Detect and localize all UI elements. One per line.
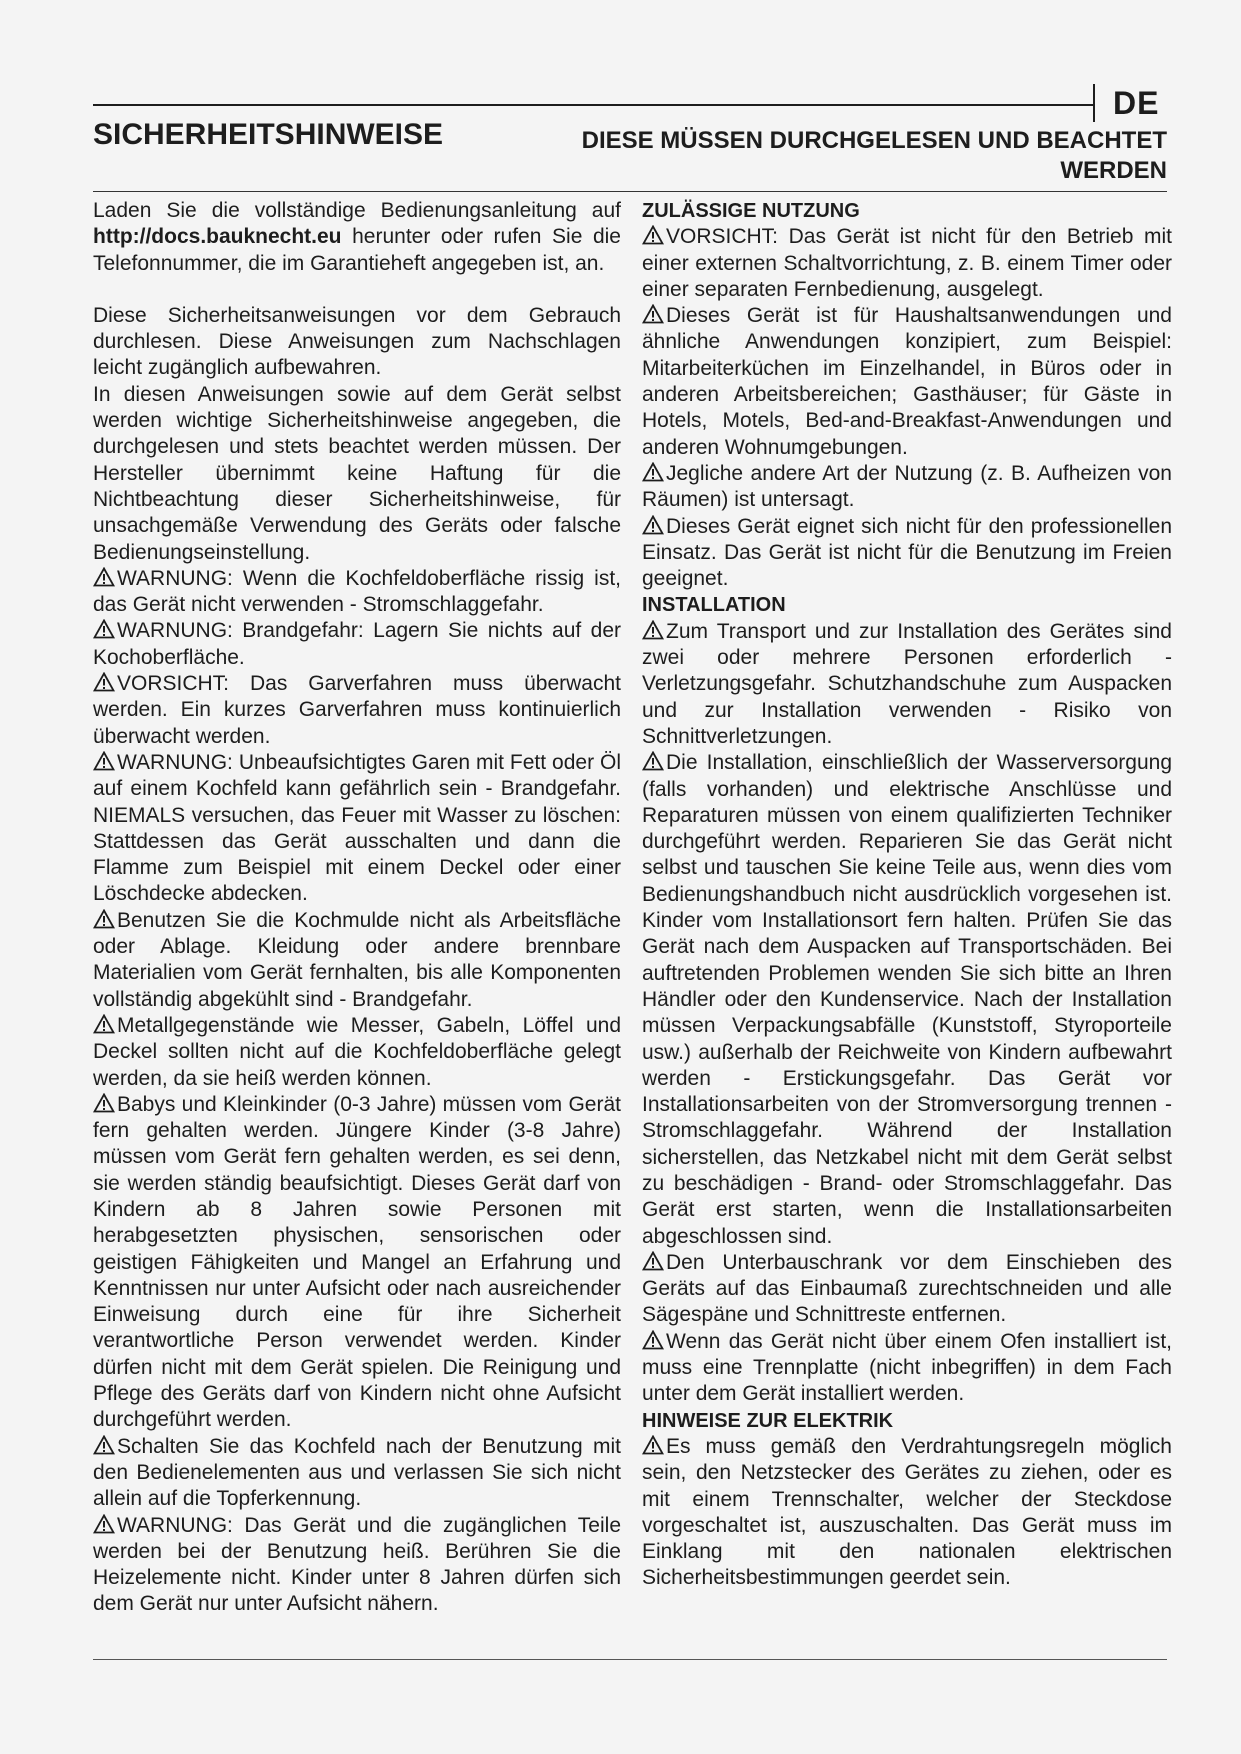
footer-rule (93, 1659, 1167, 1660)
download-paragraph (93, 198, 621, 277)
warning-triangle-icon (93, 567, 115, 587)
warning-triangle-icon (642, 1251, 664, 1271)
responsibility-paragraph: In diesen Anweisungen sowie auf dem Gerät selbst werden wichtige Sicherheitshinweise angegeben, die durchgelesen und stets beachtet werden müssen. Der Hersteller übernimmt keine Haftung für die Nichtbeachtung dieser Sicherheitshinweise, für unsachgemäße Verwendung des Geräts oder falsche Bedienungseinstellung. (93, 382, 621, 564)
warning-triangle-icon (642, 1330, 664, 1350)
warning-text: Metallgegenstände wie Messer, Gabeln, Löffel und Deckel sollten nicht auf die Kochfeldoberfläche gelegt werden, da sie heiß werden können. (93, 1013, 621, 1090)
warning-triangle-icon (93, 1093, 115, 1113)
section-heading-electrical: HINWEISE ZUR ELEKTRIK (642, 1409, 894, 1432)
language-divider (1093, 84, 1095, 122)
warning-triangle-icon (93, 751, 115, 771)
warning-item (642, 1250, 1172, 1329)
warning-item (642, 619, 1172, 750)
warning-item (93, 671, 621, 750)
warning-item (93, 618, 621, 671)
warning-item (642, 750, 1172, 1250)
warning-text: Zum Transport und zur Installation des Gerätes sind zwei oder mehrere Personen erforderlich - Verletzungsgefahr. Schutzhandschuhe zum Auspacken und zur Installation verwenden - Risiko von Schnittverletzungen. (642, 619, 1172, 748)
warning-item (93, 1434, 621, 1513)
section-heading-permitted-use: ZULÄSSIGE NUTZUNG (642, 200, 860, 222)
warning-triangle-icon (93, 1014, 115, 1034)
warning-item (93, 1013, 621, 1092)
warning-item (642, 1434, 1172, 1592)
intro-paragraph: Diese Sicherheitsanweisungen vor dem Gebrauch durchlesen. Diese Anweisungen zum Nachschlagen leicht zugänglich aufbewahren. (93, 303, 621, 380)
page-title: SICHERHEITSHINWEISE (93, 118, 444, 151)
warning-item (93, 1513, 621, 1618)
docs-link[interactable]: http://docs.bauknecht.eu (93, 225, 342, 249)
warning-text: VORSICHT: Das Garverfahren muss überwacht werden. Ein kurzes Garverfahren muss kontinuierlich überwacht werden. (93, 672, 621, 748)
warning-item (642, 1329, 1172, 1408)
warning-triangle-icon (642, 515, 664, 535)
warning-item (642, 303, 1172, 461)
warning-text: Dieses Gerät eignet sich nicht für den professionellen Einsatz. Das Gerät ist nicht für die Benutzung im Freien geeignet. (642, 514, 1172, 591)
download-text-after: herunter oder rufen Sie die Telefonnummer, die im Garantieheft angegeben ist, an. (93, 225, 621, 275)
warning-triangle-icon (93, 1514, 115, 1534)
warning-text: WARNUNG: Unbeaufsichtigtes Garen mit Fett oder Öl auf einem Kochfeld kann gefährlich sein - Brandgefahr. NIEMALS versuchen, das Feuer mit Wasser zu löschen: Stattdessen das Gerät ausschalten und dann die Flamme zum Beispiel mit einem Deckel oder einer Löschdecke abdecken. (93, 750, 621, 906)
warning-text: Benutzen Sie die Kochmulde nicht als Arbeitsfläche oder Ablage. Kleidung oder andere brennbare Materialien vom Gerät fernhalten, bis alle Komponenten vollständig abgekühlt sind - Brandgefahr. (93, 908, 621, 1011)
warning-text: Die Installation, einschließlich der Wasserversorgung (falls vorhanden) und elektrische Anschlüsse und Reparaturen müssen von einem qualifizierten Techniker durchgeführt werden. Reparieren Sie das Gerät nicht selbst und tauschen Sie keine Teile aus, wenn dies vom Bedienungshandbuch nicht ausdrücklich vorgesehen ist. Kinder vom Installationsort fern halten. Prüfen Sie das Gerät nach dem Auspacken auf Transportschäden. Bei auftretenden Problemen wenden Sie sich bitte an Ihren Händler oder den Kundenservice. Nach der Installation müssen Verpackungsabfälle (Kunststoff, Styroporteile usw.) außerhalb der Reichweite von Kindern aufbewahrt werden - Erstickungsgefahr. Das Gerät vor Installationsarbeiten von der Stromversorgung trennen - Stromschlaggefahr. Während der Installation sicherstellen, das Netzkabel nicht mit dem Gerät selbst zu beschädigen - Brand- oder Stromschlaggefahr. Das Gerät erst starten, wenn die Installationsarbeiten abgeschlossen sind. (642, 751, 1172, 1248)
section-heading-installation: INSTALLATION (642, 594, 786, 617)
language-code: DE (1113, 85, 1160, 121)
page-subtitle: DIESE MÜSSEN DURCHGELESEN UND BEACHTET WERDEN (581, 127, 1167, 184)
warning-triangle-icon (642, 751, 664, 771)
warning-text: Schalten Sie das Kochfeld nach der Benutzung mit den Bedienelementen aus und verlassen Sie sich nicht allein auf die Topferkennung. (93, 1434, 621, 1511)
warning-item (93, 566, 621, 619)
warning-triangle-icon (93, 619, 115, 639)
warning-triangle-icon (93, 672, 115, 692)
right-column (642, 198, 1172, 1592)
title-rule (93, 191, 1167, 192)
warning-triangle-icon (642, 225, 664, 245)
warning-text: Den Unterbauschrank vor dem Einschieben des Geräts auf das Einbaumaß zurechtschneiden und alle Sägespäne und Schnittreste entfernen. (642, 1250, 1172, 1327)
warning-text: Dieses Gerät ist für Haushaltsanwendungen und ähnliche Anwendungen konzipiert, zum Beispiel: Mitarbeiterküchen im Einzelhandel, in Büros oder in anderen Arbeitsbereichen; Gasthäuser; für Gäste in Hotels, Motels, Bed-and-Breakfast-Anwendungen und anderen Wohnumgebungen. (642, 304, 1172, 459)
warning-text: VORSICHT: Das Gerät ist nicht für den Betrieb mit einer externen Schaltvorrichtung, z. B. einem Timer oder einer separaten Fernbedienung, ausgelegt. (642, 225, 1172, 301)
warning-text: WARNUNG: Wenn die Kochfeldoberfläche rissig ist, das Gerät nicht verwenden - Stromschlaggefahr. (93, 566, 621, 617)
warning-text: WARNUNG: Das Gerät und die zugänglichen Teile werden bei der Benutzung heiß. Berühren Sie die Heizelemente nicht. Kinder unter 8 Jahren dürfen sich dem Gerät nur unter Aufsicht nähern. (93, 1513, 621, 1616)
warning-triangle-icon (642, 462, 664, 482)
download-text-before: Laden Sie die vollständige Bedienungsanleitung auf (93, 199, 621, 222)
warning-item (93, 1092, 621, 1434)
warning-text: Wenn das Gerät nicht über einem Ofen installiert ist, muss eine Trennplatte (nicht inbegriffen) in dem Fach unter dem Gerät installiert werden. (642, 1329, 1172, 1406)
warning-triangle-icon (642, 620, 664, 640)
warning-triangle-icon (93, 909, 115, 929)
warning-text: Es muss gemäß den Verdrahtungsregeln möglich sein, den Netzstecker des Gerätes zu ziehen, oder es mit einem Trennschalter, welcher der Steckdose vorgeschaltet ist, auszuschalten. Das Gerät muss im Einklang mit den nationalen elektrischen Sicherheitsbestimmungen geerdet sein. (642, 1434, 1172, 1590)
warning-text: Jegliche andere Art der Nutzung (z. B. Aufheizen von Räumen) ist untersagt. (642, 461, 1172, 512)
warning-text: WARNUNG: Brandgefahr: Lagern Sie nichts auf der Kochoberfläche. (93, 619, 621, 669)
warning-triangle-icon (642, 304, 664, 324)
warning-text: Babys und Kleinkinder (0-3 Jahre) müssen vom Gerät fern gehalten werden. Jüngere Kinder (3-8 Jahre) müssen vom Gerät fern gehalten werden, es sei denn, sie werden ständig beaufsichtigt. Dieses Gerät darf von Kindern ab 8 Jahren sowie Personen mit herabgesetzten physischen, sensorischen oder geistigen Fähigkeiten und Mangel an Erfahrung und Kenntnissen nur unter Aufsicht oder nach ausreichender Einweisung durch eine für ihre Sicherheit verantwortliche Person verwendet werden. Kinder dürfen nicht mit dem Gerät spielen. Die Reinigung und Pflege des Geräts darf von Kindern nicht ohne Aufsicht durchgeführt werden. (93, 1092, 621, 1432)
warning-item (93, 750, 621, 908)
warning-item (642, 224, 1172, 303)
header-rule (93, 104, 1093, 106)
warning-item (93, 908, 621, 1013)
warning-triangle-icon (642, 1435, 664, 1455)
warning-item (642, 514, 1172, 593)
left-column (93, 198, 621, 1618)
warning-triangle-icon (93, 1435, 115, 1455)
warning-item (642, 461, 1172, 514)
